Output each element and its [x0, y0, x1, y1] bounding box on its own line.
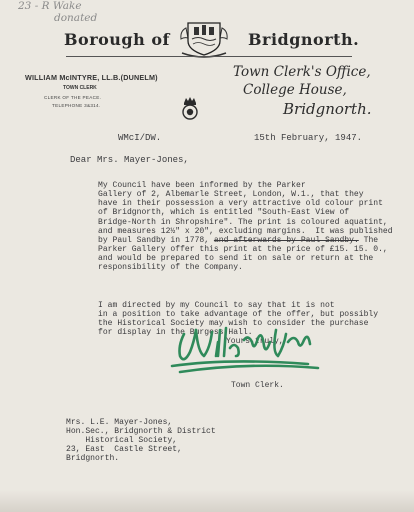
- addressee-line: Mrs. L.E. Mayer-Jones,: [66, 418, 173, 427]
- salutation: Dear Mrs. Mayer-Jones,: [70, 155, 189, 165]
- body-line: have in their possession a very attractive old colour print: [98, 199, 383, 209]
- body-line: Bridge-North in Shropshire". The print is coloured aquatint,: [98, 217, 388, 227]
- town-clerk-name: WILLIAM McINTYRE, LL.B.(DUNELM): [25, 73, 158, 82]
- body-line: Parker Gallery offer this print at the price of £15. 15. 0.,: [98, 245, 388, 255]
- clerk-of-peace: CLERK OF THE PEACE.: [44, 95, 102, 100]
- signatory-title: Town Clerk.: [231, 381, 284, 390]
- body-line: responsibility of the Company.: [98, 263, 243, 273]
- body-line: the Historical Society may wish to consider the purchase: [98, 319, 369, 329]
- closing: Yours truly,: [226, 337, 284, 346]
- letter-date: 15th February, 1947.: [254, 133, 363, 143]
- reference-code: WMcI/DW.: [118, 133, 162, 143]
- pencil-note-line1: 23 - R Wake: [18, 0, 82, 12]
- letterhead-bridgnorth: Bridgnorth.: [248, 30, 360, 49]
- body-line: I am directed by my Council to say that it is not: [98, 301, 335, 310]
- handwritten-signature: [158, 312, 334, 378]
- addressee-line: Bridgnorth.: [66, 453, 120, 463]
- body-line: for display in the Burgess Hall.: [98, 328, 253, 338]
- letterhead-rule: [66, 56, 352, 57]
- body-text: The: [358, 235, 379, 245]
- body-line: of Bridgnorth, which is entitled "South-East View of: [98, 208, 350, 218]
- body-line: and measures 12½" x 20", excluding margins. It was published: [98, 226, 393, 236]
- addressee-line: Hon.Sec., Bridgnorth & District: [66, 426, 216, 436]
- pencil-annotation: [18, 0, 97, 24]
- office-address-line3: Bridgnorth.: [283, 100, 372, 118]
- addressee-block: [66, 419, 216, 464]
- office-address-line1: Town Clerk's Office,: [233, 64, 371, 80]
- body-line-with-strikethrough: [98, 236, 393, 245]
- body-text: by Paul Sandby in 1778,: [98, 235, 214, 245]
- royal-emblem-icon: [180, 95, 200, 121]
- body-paragraph-1: [98, 181, 393, 273]
- body-line: My Council have been informed by the Parker: [98, 181, 306, 190]
- telephone-number: TELEPHONE 3&314.: [52, 103, 101, 108]
- struck-through-text: and afterwards by Paul Sandby.: [213, 235, 359, 245]
- body-line: in a position to take advantage of the offer, but possibly: [98, 310, 379, 320]
- borough-crest-icon: [176, 19, 232, 59]
- body-line: and would be prepared to send it on sale or return at the: [98, 254, 374, 264]
- letterhead-borough-of: Borough of: [64, 30, 170, 49]
- pencil-note-line2: donated: [54, 12, 98, 24]
- addressee-line: Historical Society,: [66, 435, 178, 445]
- body-line: Gallery of 2, Albemarle Street, London, W.1., that they: [98, 190, 364, 200]
- office-address-line2: College House,: [243, 82, 347, 98]
- addressee-line: 23, East Castle Street,: [66, 444, 182, 454]
- town-clerk-role: TOWN CLERK: [63, 85, 97, 91]
